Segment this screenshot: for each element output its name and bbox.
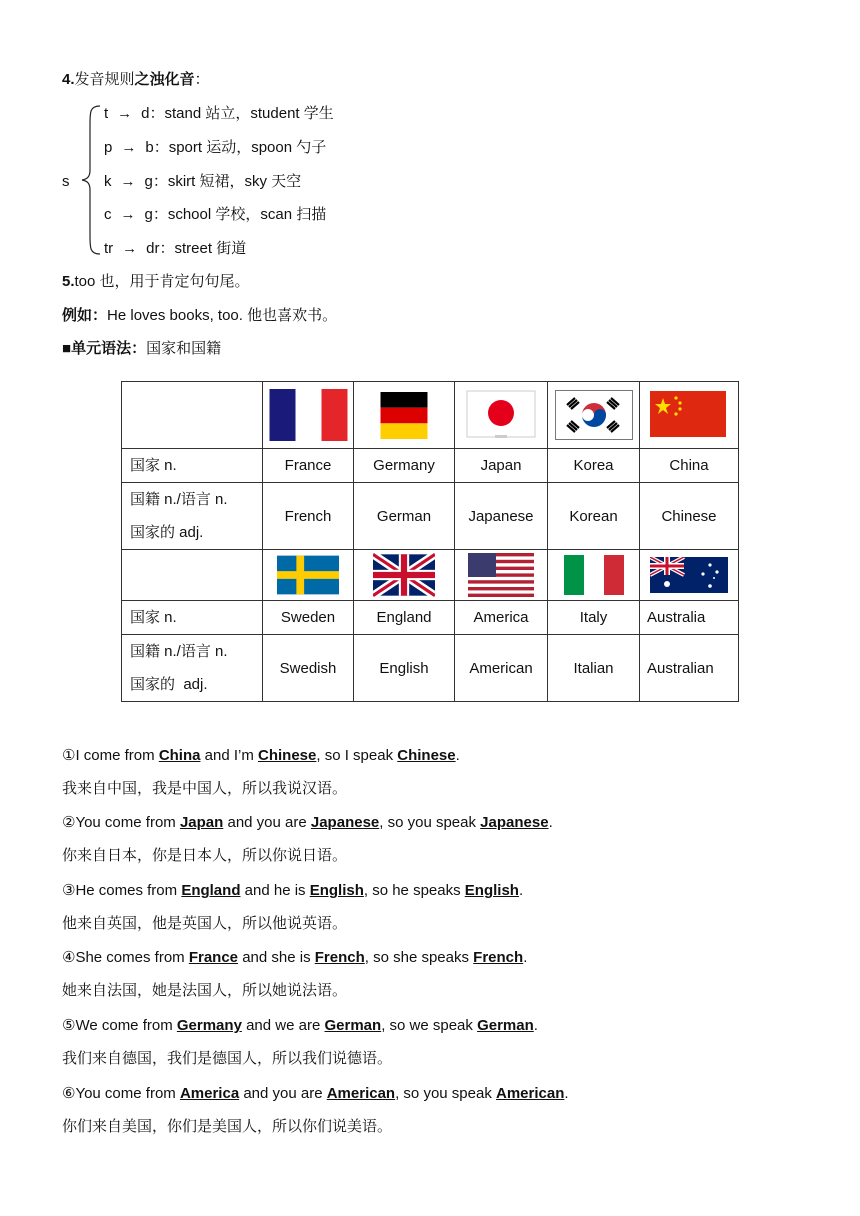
sentence-text: , so he speaks xyxy=(363,882,465,899)
rule-to: b xyxy=(145,139,154,156)
rule-examples: ：stand 站立，student 学生 xyxy=(149,105,334,122)
sentence-text: We come from xyxy=(75,1017,177,1034)
country-row-1 xyxy=(122,449,739,483)
rule-from: p xyxy=(104,139,113,156)
country-cell: Sweden xyxy=(263,601,354,635)
keyword-underlined: German xyxy=(477,1017,534,1034)
sentence-text: , so she speaks xyxy=(364,949,474,966)
sentence-chinese: 你来自日本，你是日本人，所以你说日语。 xyxy=(62,847,348,864)
sentence-english xyxy=(62,813,553,833)
section-4-title-b: 之浊化音 xyxy=(134,71,195,88)
pronunciation-rule-row xyxy=(104,138,326,158)
country-cell: America xyxy=(455,601,548,635)
keyword-underlined: Japanese xyxy=(480,814,549,831)
italy-flag-icon xyxy=(558,555,630,595)
nationality-row-2 xyxy=(122,635,739,702)
nationality-label-line2: 国家的 adj. xyxy=(130,676,208,693)
country-cell: Australia xyxy=(640,601,739,635)
france-flag-icon xyxy=(269,389,348,441)
sentence-english xyxy=(62,1084,569,1104)
sentence-text: and he is xyxy=(240,882,310,899)
keyword-underlined: America xyxy=(179,1085,240,1102)
arrow-icon: → xyxy=(120,173,136,190)
flag-cell xyxy=(455,550,548,601)
sentence-number: ② xyxy=(62,814,76,831)
keyword-underlined: French xyxy=(473,949,524,966)
sentence-number: ⑤ xyxy=(62,1017,76,1034)
pronunciation-rule-row xyxy=(104,172,301,192)
rule-to: dr xyxy=(146,240,160,257)
pronunciation-rule-row xyxy=(104,239,246,259)
keyword-underlined: France xyxy=(188,949,239,966)
keyword-underlined: French xyxy=(314,949,365,966)
sentence-text: . xyxy=(564,1085,569,1102)
example-text: He loves books, too. 他也喜欢书。 xyxy=(107,307,338,324)
sentence-text: You come from xyxy=(75,814,180,831)
sentence-number: ④ xyxy=(62,949,76,966)
section-4-heading xyxy=(62,70,210,90)
flag-cell xyxy=(354,550,455,601)
sentence-english xyxy=(62,881,523,901)
nationality-cell: Swedish xyxy=(263,635,354,702)
nationality-cell: Australian xyxy=(640,635,739,702)
sentence-text: , so I speak xyxy=(316,747,398,764)
keyword-underlined: England xyxy=(181,882,241,899)
nationality-label-line1: 国籍 n./语言 n. xyxy=(130,491,228,508)
keyword-underlined: English xyxy=(309,882,364,899)
country-cell: France xyxy=(263,449,354,483)
section-5-line xyxy=(62,272,250,292)
country-row-2 xyxy=(122,601,739,635)
keyword-underlined: American xyxy=(496,1085,565,1102)
arrow-icon: → xyxy=(117,105,133,122)
empty-cell xyxy=(122,550,263,601)
sentence-english xyxy=(62,1016,538,1036)
sentence-chinese: 他来自英国，他是英国人，所以他说英语。 xyxy=(62,915,348,932)
flag-cell xyxy=(548,550,640,601)
example-line xyxy=(62,306,337,326)
keyword-underlined: American xyxy=(326,1085,396,1102)
example-label: 例如： xyxy=(62,307,108,324)
japan-flag-icon xyxy=(466,390,536,440)
nationality-cell: Italian xyxy=(548,635,640,702)
flag-cell xyxy=(263,550,354,601)
australia-flag-icon xyxy=(650,557,728,593)
keyword-underlined: English xyxy=(464,882,519,899)
country-cell: China xyxy=(640,449,739,483)
sentence-text: . xyxy=(455,747,460,764)
country-cell: Korea xyxy=(548,449,640,483)
sentence-english xyxy=(62,948,527,968)
sentence-chinese: 她来自法国，她是法国人，所以她说法语。 xyxy=(62,982,348,999)
rule-examples: ：skirt 短裙，sky 天空 xyxy=(152,173,302,190)
section-4-title-a: 发音规则 xyxy=(74,71,135,88)
sentence-text: . xyxy=(548,814,553,831)
rule-from: tr xyxy=(104,240,114,257)
sentence-number: ① xyxy=(62,747,76,764)
keyword-underlined: Japan xyxy=(179,814,224,831)
sentence-text: . xyxy=(533,1017,538,1034)
pronunciation-rule-row xyxy=(104,205,326,225)
sentence-text: , so you speak xyxy=(395,1085,496,1102)
section-4-colon: ： xyxy=(194,71,210,88)
keyword-underlined: German xyxy=(324,1017,382,1034)
sentence-text: and you are xyxy=(223,814,311,831)
sentence-text: and I’m xyxy=(200,747,259,764)
china-flag-icon xyxy=(649,390,729,440)
keyword-underlined: Chinese xyxy=(258,747,317,764)
sentence-text: He comes from xyxy=(75,882,182,899)
square-bullet-icon: ■ xyxy=(62,340,72,357)
rule-from: k xyxy=(104,173,112,190)
uk-flag-icon xyxy=(373,553,435,597)
nationality-row-1 xyxy=(122,483,739,550)
keyword-underlined: China xyxy=(158,747,201,764)
rule-from: t xyxy=(104,105,109,122)
korea-flag-icon xyxy=(555,390,633,440)
grammar-title: 单元语法： xyxy=(71,340,147,357)
sentence-text: I come from xyxy=(75,747,159,764)
nationality-label xyxy=(122,483,263,550)
rule-examples: ：sport 运动，spoon 勺子 xyxy=(153,139,327,156)
nationality-cell: English xyxy=(354,635,455,702)
nationality-cell: Japanese xyxy=(455,483,548,550)
flag-cell xyxy=(354,382,455,449)
sentence-chinese: 我来自中国，我是中国人，所以我说汉语。 xyxy=(62,780,348,797)
nationality-cell: Korean xyxy=(548,483,640,550)
s-letter: s xyxy=(62,173,70,190)
keyword-underlined: Japanese xyxy=(310,814,380,831)
country-cell: England xyxy=(354,601,455,635)
flag-row-2 xyxy=(122,550,739,601)
sentence-chinese: 我们来自德国，我们是德国人，所以我们说德语。 xyxy=(62,1050,393,1067)
nationality-cell: German xyxy=(354,483,455,550)
sentence-text: You come from xyxy=(75,1085,180,1102)
nationality-label-line2: 国家的 adj. xyxy=(130,524,204,541)
sentence-number: ③ xyxy=(62,882,76,899)
sentence-text: . xyxy=(523,949,528,966)
section-5-number: 5. xyxy=(62,273,75,290)
sentence-text: She comes from xyxy=(75,949,189,966)
sentence-text: and she is xyxy=(238,949,315,966)
country-nationality-table xyxy=(121,381,739,702)
section-5-text: too 也，用于肯定句句尾。 xyxy=(74,273,250,290)
grammar-heading xyxy=(62,339,221,359)
keyword-underlined: Germany xyxy=(176,1017,242,1034)
nationality-cell: Chinese xyxy=(640,483,739,550)
sentence-text: and you are xyxy=(239,1085,327,1102)
rule-examples: ：school 学校，scan 扫描 xyxy=(152,206,327,223)
nationality-label-line1: 国籍 n./语言 n. xyxy=(130,643,228,660)
country-label: 国家 n. xyxy=(122,449,263,483)
section-4-number: 4. xyxy=(62,71,75,88)
rule-to: g xyxy=(144,173,153,190)
flag-cell xyxy=(548,382,640,449)
sentence-text: , so we speak xyxy=(381,1017,478,1034)
flag-cell xyxy=(640,382,739,449)
country-label: 国家 n. xyxy=(122,601,263,635)
arrow-icon: → xyxy=(121,139,137,156)
arrow-icon: → xyxy=(120,206,136,223)
pronunciation-rule-row xyxy=(104,104,334,124)
grammar-title-rest: 国家和国籍 xyxy=(146,340,222,357)
sentence-chinese: 你们来自美国，你们是美国人，所以你们说美语。 xyxy=(62,1118,393,1135)
sentence-text: , so you speak xyxy=(379,814,481,831)
arrow-icon: → xyxy=(122,240,138,257)
sentence-english xyxy=(62,746,460,766)
usa-flag-icon xyxy=(468,553,534,597)
flag-cell xyxy=(455,382,548,449)
sentence-text: and we are xyxy=(241,1017,325,1034)
country-cell: Italy xyxy=(548,601,640,635)
flag-cell xyxy=(263,382,354,449)
rule-examples: ：street 街道 xyxy=(159,240,247,257)
nationality-cell: American xyxy=(455,635,548,702)
rule-from: c xyxy=(104,206,112,223)
sweden-flag-icon xyxy=(277,553,339,597)
curly-brace-icon xyxy=(80,104,104,256)
empty-cell xyxy=(122,382,263,449)
country-cell: Japan xyxy=(455,449,548,483)
sentence-text: . xyxy=(518,882,524,899)
sentence-number: ⑥ xyxy=(62,1085,76,1102)
flag-row-1 xyxy=(122,382,739,449)
nationality-label xyxy=(122,635,263,702)
country-cell: Germany xyxy=(354,449,455,483)
flag-cell xyxy=(640,550,739,601)
rule-to: d xyxy=(141,105,150,122)
germany-flag-icon xyxy=(369,392,439,439)
nationality-cell: French xyxy=(263,483,354,550)
keyword-underlined: Chinese xyxy=(397,747,456,764)
rule-to: g xyxy=(144,206,153,223)
